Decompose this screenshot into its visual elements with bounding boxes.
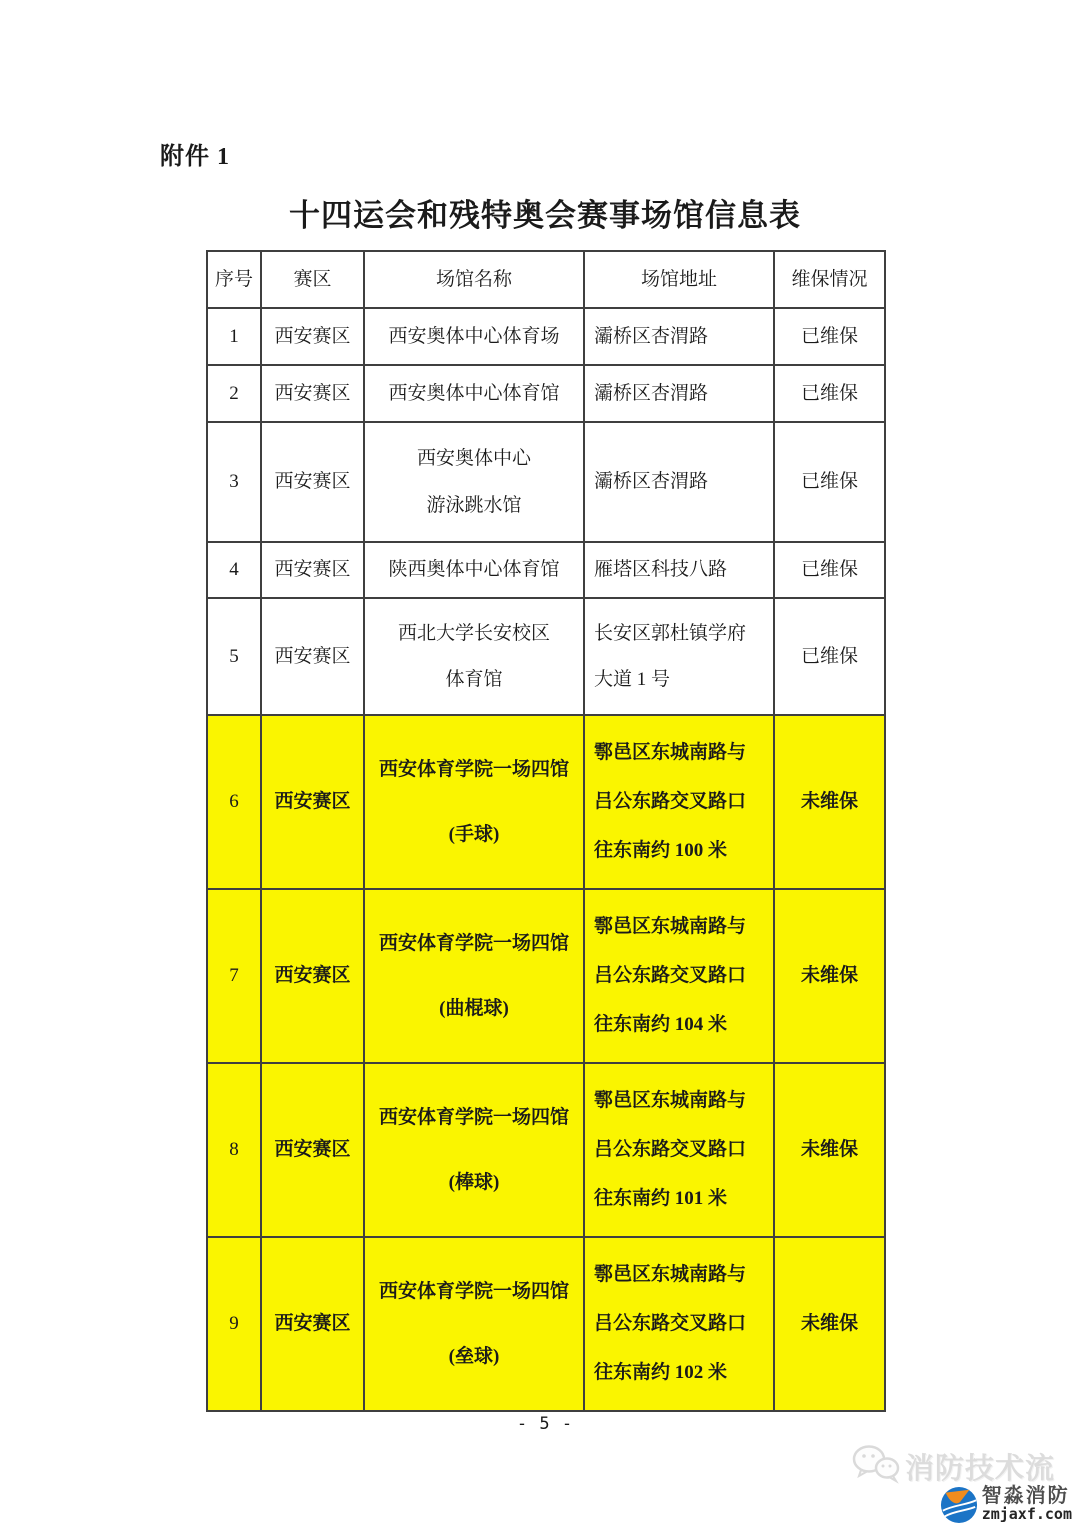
- row-no: 8: [229, 1139, 239, 1161]
- maintenance-status: 未维保: [800, 965, 858, 987]
- venue-address: [585, 1238, 773, 1410]
- address-line: 鄠邑区东城南路与: [594, 1264, 747, 1286]
- row-zone: 西安赛区: [274, 791, 351, 813]
- row-no: 2: [229, 382, 239, 404]
- venue-line: 西安体育学院一场四馆: [378, 758, 569, 780]
- venue-line: 西安奥体中心体育馆: [388, 382, 560, 404]
- table-row-highlighted: [207, 1237, 885, 1411]
- row-no: 9: [229, 1313, 239, 1335]
- venue-line: (垒球): [448, 1345, 500, 1367]
- header-status: 维保情况: [791, 268, 868, 290]
- row-no: 4: [229, 559, 239, 581]
- watermark: [849, 1443, 1074, 1490]
- maintenance-status: 已维保: [800, 471, 858, 493]
- venue-address: [585, 599, 773, 714]
- address-line: 往东南约 100 米: [594, 840, 728, 862]
- table-row: [207, 598, 885, 715]
- venue-line: 游泳跳水馆: [426, 494, 522, 516]
- maintenance-status: 已维保: [800, 559, 858, 581]
- page-number: - 5 -: [516, 1414, 574, 1434]
- address-line: 吕公东路交叉路口: [594, 965, 747, 987]
- venue-name: [365, 366, 583, 421]
- maintenance-status: 未维保: [800, 791, 858, 813]
- table-row: [207, 308, 885, 365]
- page-title: 十四运会和残特奥会赛事场馆信息表: [289, 198, 801, 233]
- venue-name: [365, 1238, 583, 1410]
- table-row: [207, 542, 885, 598]
- brand-url: zmjaxf.com: [981, 1505, 1072, 1523]
- table-row: [207, 422, 885, 542]
- venues-table: [206, 250, 886, 1412]
- wechat-icon: [849, 1443, 901, 1490]
- venue-line: (曲棍球): [439, 997, 509, 1019]
- table-row-highlighted: [207, 1063, 885, 1237]
- venue-line: 西安奥体中心体育场: [388, 325, 560, 347]
- venue-address: [585, 423, 773, 541]
- venue-name: [365, 543, 583, 597]
- row-no: 5: [229, 645, 239, 667]
- row-no: 7: [229, 965, 239, 987]
- venue-address: [585, 716, 773, 888]
- venue-name: [365, 423, 583, 541]
- maintenance-status: 未维保: [800, 1313, 858, 1335]
- watermark-text: 消防技术流: [905, 1453, 1056, 1485]
- address-line: 往东南约 101 米: [594, 1188, 728, 1210]
- maintenance-status: 已维保: [800, 382, 858, 404]
- maintenance-status: 已维保: [800, 645, 858, 667]
- table-row-highlighted: [207, 715, 885, 889]
- row-zone: 西安赛区: [274, 1313, 351, 1335]
- venue-name: [365, 309, 583, 364]
- table-row-highlighted: [207, 889, 885, 1063]
- venue-line: 西安体育学院一场四馆: [378, 1280, 569, 1302]
- address-line: 鄠邑区东城南路与: [594, 916, 747, 938]
- row-zone: 西安赛区: [274, 471, 351, 493]
- address-line: 长安区郭杜镇学府: [594, 622, 747, 644]
- venue-name: [365, 1064, 583, 1236]
- address-line: 鄠邑区东城南路与: [594, 1090, 747, 1112]
- address-line: 吕公东路交叉路口: [594, 1313, 747, 1335]
- maintenance-status: 已维保: [800, 325, 858, 347]
- header-address: 场馆地址: [640, 268, 717, 290]
- row-zone: 西安赛区: [274, 645, 351, 667]
- venue-line: (棒球): [448, 1171, 500, 1193]
- venue-name: [365, 599, 583, 714]
- address-line: 吕公东路交叉路口: [594, 791, 747, 813]
- venue-line: 体育馆: [445, 668, 503, 690]
- address-line: 雁塔区科技八路: [594, 559, 728, 581]
- address-line: 往东南约 104 米: [594, 1014, 728, 1036]
- header-zone: 赛区: [293, 268, 332, 290]
- venue-line: 西北大学长安校区: [397, 622, 550, 644]
- row-no: 3: [229, 471, 239, 493]
- row-no: 1: [229, 325, 239, 347]
- address-line: 灞桥区杏渭路: [594, 471, 709, 493]
- address-line: 往东南约 102 米: [594, 1362, 728, 1384]
- attachment-label: 附件 1: [160, 144, 230, 170]
- address-line: 吕公东路交叉路口: [594, 1139, 747, 1161]
- venue-name: [365, 716, 583, 888]
- table-row: [207, 365, 885, 422]
- row-no: 6: [229, 791, 239, 813]
- row-zone: 西安赛区: [274, 325, 351, 347]
- venue-line: 陕西奥体中心体育馆: [388, 559, 560, 581]
- row-zone: 西安赛区: [274, 1139, 351, 1161]
- address-line: 灞桥区杏渭路: [594, 382, 709, 404]
- brand-block: [940, 1486, 1072, 1527]
- table-header-row: [207, 251, 885, 308]
- header-no: 序号: [214, 268, 253, 290]
- venue-address: [585, 366, 773, 421]
- maintenance-status: 未维保: [800, 1139, 858, 1161]
- row-zone: 西安赛区: [274, 382, 351, 404]
- row-zone: 西安赛区: [274, 965, 351, 987]
- venue-line: 西安奥体中心: [416, 447, 531, 469]
- venue-line: (手球): [448, 823, 500, 845]
- venue-address: [585, 1064, 773, 1236]
- venue-name: [365, 890, 583, 1062]
- address-line: 灞桥区杏渭路: [594, 325, 709, 347]
- venue-address: [585, 890, 773, 1062]
- brand-name: 智淼消防: [981, 1485, 1070, 1507]
- address-line: 鄠邑区东城南路与: [594, 742, 747, 764]
- row-zone: 西安赛区: [274, 559, 351, 581]
- venue-line: 西安体育学院一场四馆: [378, 932, 569, 954]
- venue-address: [585, 309, 773, 364]
- venue-address: [585, 543, 773, 597]
- header-venue: 场馆名称: [435, 268, 512, 290]
- address-line: 大道 1 号: [594, 668, 671, 690]
- zhimiao-logo-icon: [940, 1486, 978, 1527]
- venue-line: 西安体育学院一场四馆: [378, 1106, 569, 1128]
